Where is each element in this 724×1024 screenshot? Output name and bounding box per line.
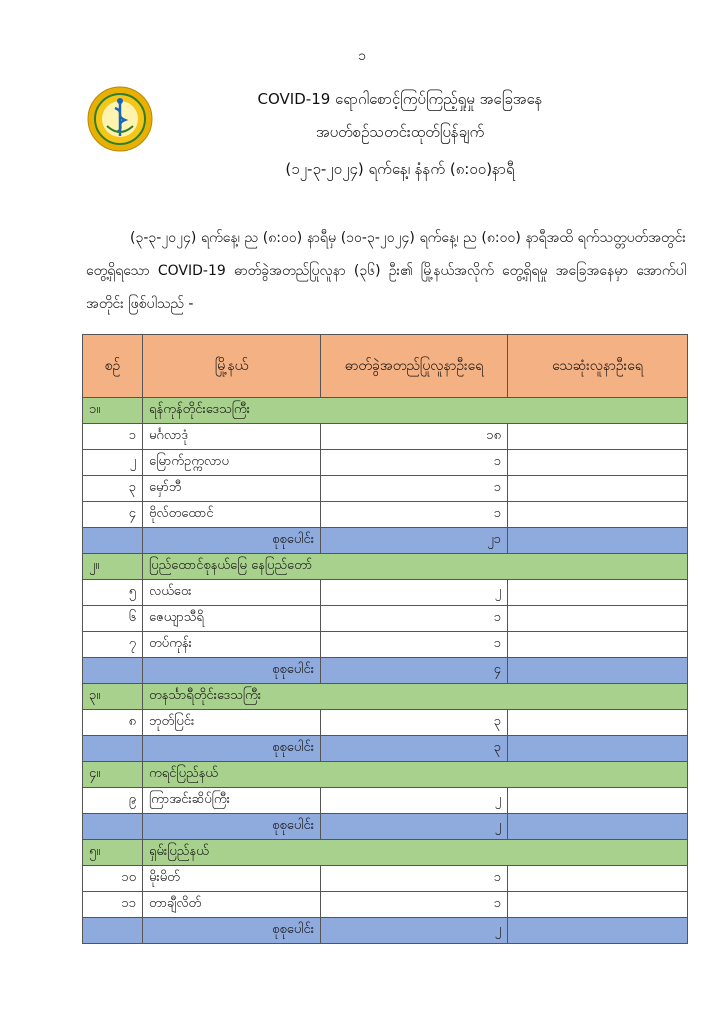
township-name: တပ်ကုန်း (143, 632, 321, 658)
deaths (508, 892, 688, 918)
deaths (508, 710, 688, 736)
total-deaths (508, 658, 688, 684)
deaths (508, 424, 688, 450)
township-name: ဇေယျာသီရိ (143, 606, 321, 632)
region-row (83, 762, 688, 788)
row-number: ၇ (83, 632, 143, 658)
total-deaths (508, 736, 688, 762)
region-number: ၃။ (83, 684, 143, 710)
title-line-3: (၁၂-၃-၂၀၂၄) ရက်နေ့၊ နံနက် (၈:၀၀)နာရီ (285, 160, 515, 178)
header-confirmed-cases: ဓာတ်ခွဲအတည်ပြုလူနာဦးရေ (321, 335, 508, 398)
deaths (508, 450, 688, 476)
total-blank (83, 814, 143, 840)
township-name: မိုးမိတ် (143, 866, 321, 892)
total-deaths (508, 814, 688, 840)
region-name: ရန်ကုန်တိုင်းဒေသကြီး (143, 398, 688, 424)
total-cases: ၄ (321, 658, 508, 684)
total-cases: ၂၁ (321, 528, 508, 554)
table-row (83, 632, 688, 658)
header-deaths: သေဆုံးလူနာဦးရေ (508, 335, 688, 398)
total-label: စုစုပေါင်း (143, 658, 321, 684)
table-row (83, 788, 688, 814)
region-number: ၅။ (83, 840, 143, 866)
row-number: ၁ (83, 424, 143, 450)
title-line-2: အပတ်စဉ်သတင်းထုတ်ပြန်ချက် (315, 123, 485, 141)
township-name: လယ်ဝေး (143, 580, 321, 606)
total-label: စုစုပေါင်း (143, 814, 321, 840)
title-line-1: COVID-19 ရောဂါစောင့်ကြပ်ကြည့်ရှုမှု အခြေအနေ (257, 90, 543, 108)
intro-paragraph-text: (၃-၃-၂၀၂၄) ရက်နေ့၊ ည (၈:၀၀) နာရီမှ (၁၀-၃-၂၀၂၄) ရက်နေ့၊ ည (၈:၀၀) နာရီအထိ ရက်သတ္တပတ်အတွင်း တွေ့ရှိရသော COVID-19 ဓာတ်ခွဲအတည်ပြုလူနာ (၃၆) ဦး၏ မြို့နယ်အလိုက် တွေ့ရှိရမှု အခြေအနေမှာ အောက်ပါအတိုင်း ဖြစ်ပါသည် - (86, 230, 686, 312)
confirmed-cases: ၁ (321, 632, 508, 658)
deaths (508, 606, 688, 632)
table-row (83, 710, 688, 736)
deaths (508, 632, 688, 658)
page-number: ၁ (358, 48, 366, 64)
table-row (83, 606, 688, 632)
header-township: မြို့နယ် (143, 335, 321, 398)
confirmed-cases: ၂ (321, 788, 508, 814)
table-row (83, 892, 688, 918)
confirmed-cases: ၁ (321, 450, 508, 476)
total-blank (83, 736, 143, 762)
row-number: ၉ (83, 788, 143, 814)
ministry-of-health-logo (87, 86, 153, 152)
total-deaths (508, 918, 688, 944)
township-name: မြောက်ဥက္ကလာပ (143, 450, 321, 476)
table-row (83, 866, 688, 892)
row-number: ၅ (83, 580, 143, 606)
township-name: ကြာအင်းဆိပ်ကြီး (143, 788, 321, 814)
confirmed-cases: ၂ (321, 580, 508, 606)
confirmed-cases: ၃ (321, 710, 508, 736)
table-row (83, 580, 688, 606)
total-row (83, 736, 688, 762)
deaths (508, 502, 688, 528)
total-row (83, 814, 688, 840)
region-number: ၂။ (83, 554, 143, 580)
region-number: ၄။ (83, 762, 143, 788)
row-number: ၃ (83, 476, 143, 502)
row-number: ၂ (83, 450, 143, 476)
row-number: ၈ (83, 710, 143, 736)
covid-cases-table (82, 334, 688, 944)
total-blank (83, 918, 143, 944)
region-row (83, 840, 688, 866)
region-name: ကရင်ပြည်နယ် (143, 762, 688, 788)
region-row (83, 684, 688, 710)
deaths (508, 580, 688, 606)
township-name: မှော်ဘီ (143, 476, 321, 502)
confirmed-cases: ၁ (321, 892, 508, 918)
region-row (83, 554, 688, 580)
intro-paragraph (86, 222, 686, 321)
township-name: ဗိုလ်တထောင် (143, 502, 321, 528)
total-blank (83, 658, 143, 684)
row-number: ၄ (83, 502, 143, 528)
row-number: ၆ (83, 606, 143, 632)
total-blank (83, 528, 143, 554)
confirmed-cases: ၁ (321, 476, 508, 502)
total-cases: ၂ (321, 918, 508, 944)
table-header-row (83, 335, 688, 398)
deaths (508, 788, 688, 814)
deaths (508, 866, 688, 892)
table-row (83, 476, 688, 502)
total-label: စုစုပေါင်း (143, 528, 321, 554)
table-row (83, 450, 688, 476)
region-row (83, 398, 688, 424)
deaths (508, 476, 688, 502)
township-name: ဘုတ်ပြင်း (143, 710, 321, 736)
region-number: ၁။ (83, 398, 143, 424)
total-row (83, 918, 688, 944)
table-row (83, 424, 688, 450)
total-cases: ၃ (321, 736, 508, 762)
table-row (83, 502, 688, 528)
confirmed-cases: ၁ (321, 866, 508, 892)
confirmed-cases: ၁ (321, 502, 508, 528)
region-name: ရှမ်းပြည်နယ် (143, 840, 688, 866)
confirmed-cases: ၁၈ (321, 424, 508, 450)
region-name: ပြည်ထောင်စုနယ်မြေ နေပြည်တော် (143, 554, 688, 580)
total-row (83, 528, 688, 554)
total-row (83, 658, 688, 684)
total-label: စုစုပေါင်း (143, 736, 321, 762)
region-name: တနင်္သာရီတိုင်းဒေသကြီး (143, 684, 688, 710)
row-number: ၁၁ (83, 892, 143, 918)
confirmed-cases: ၁ (321, 606, 508, 632)
township-name: မင်္ဂလာဒုံ (143, 424, 321, 450)
total-deaths (508, 528, 688, 554)
row-number: ၁၀ (83, 866, 143, 892)
total-label: စုစုပေါင်း (143, 918, 321, 944)
township-name: တာချီလိတ် (143, 892, 321, 918)
total-cases: ၂ (321, 814, 508, 840)
header-serial: စဉ် (83, 335, 143, 398)
